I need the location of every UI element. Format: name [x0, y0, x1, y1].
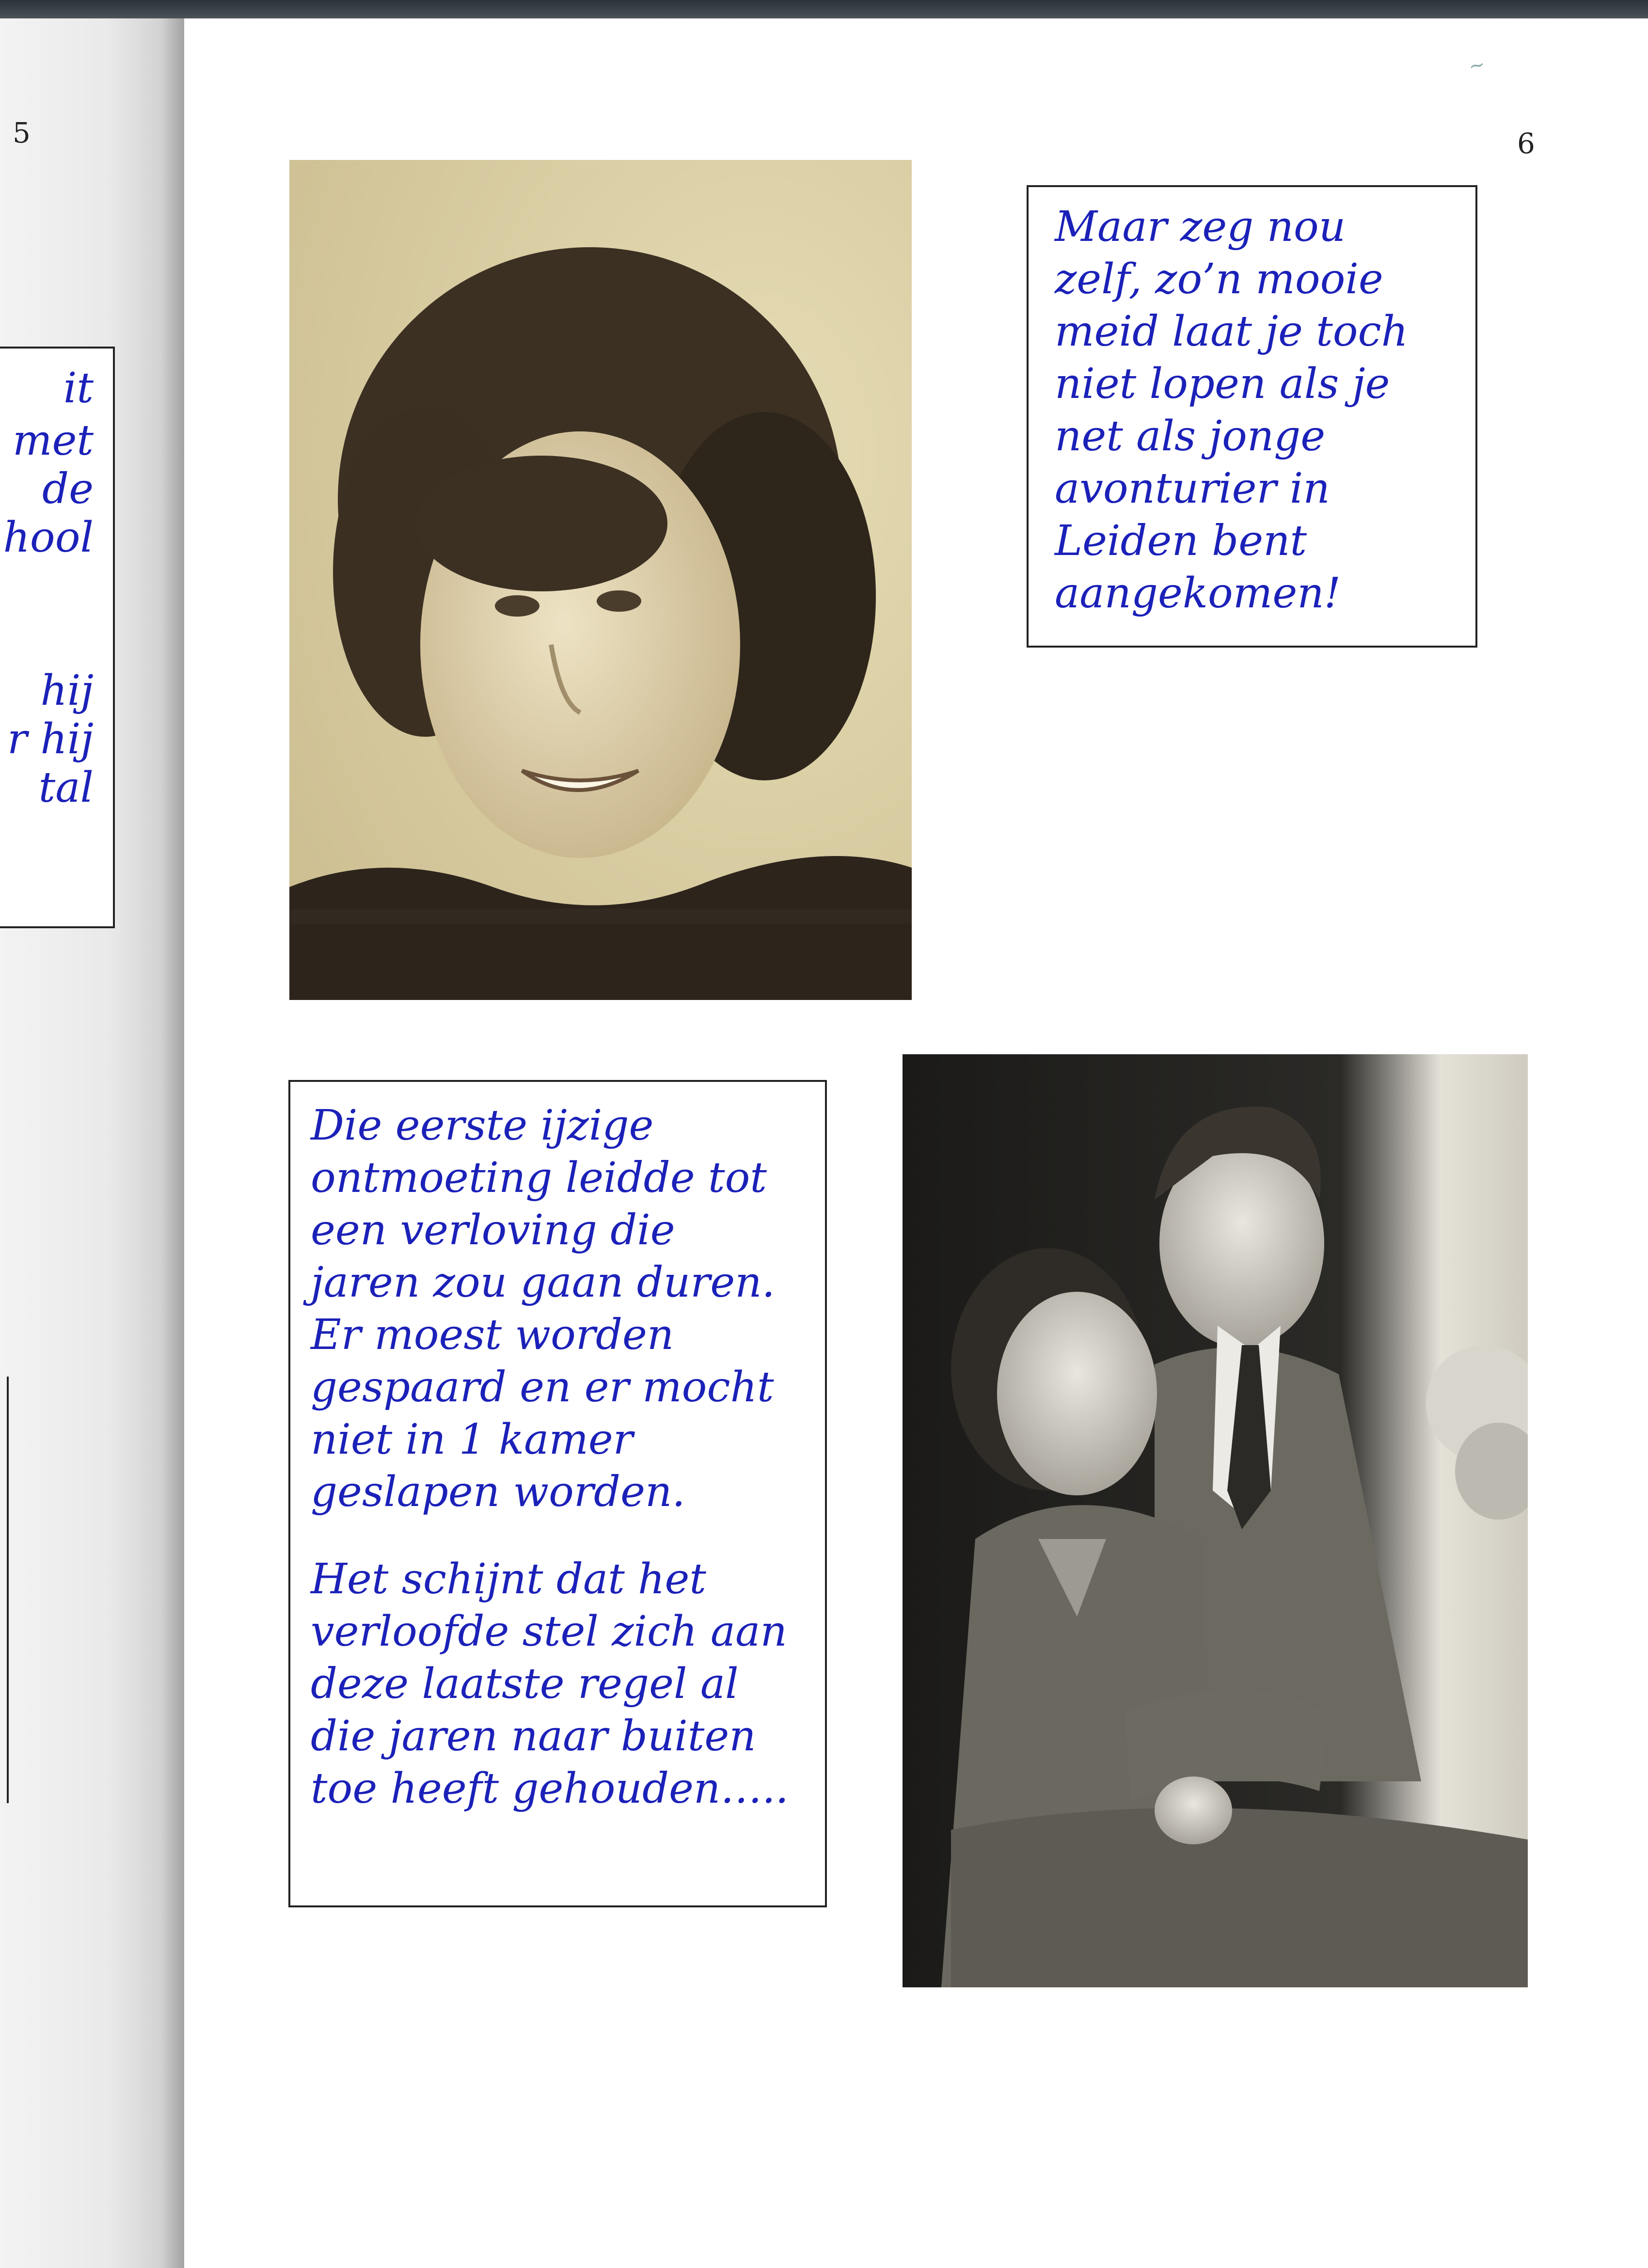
page-number-right: 6: [1517, 127, 1535, 160]
fragment-line: hool: [3, 513, 94, 562]
fragment-line: hij: [40, 666, 94, 715]
portrait-photo: [289, 160, 912, 1000]
fragment-line: r hij: [7, 715, 94, 763]
fragment-line: met: [12, 416, 94, 465]
scan-top-edge: [0, 0, 1648, 18]
fragment-line: de: [42, 465, 94, 513]
woman-portrait-icon: [289, 160, 912, 1000]
couple-photo: [903, 1054, 1528, 1987]
fragment-line: it: [63, 364, 94, 412]
left-page-caption-fragment: [0, 347, 115, 928]
caption-paragraph-1: Die eerste ijzige ontmoeting leidde tot een verloving die jaren zou gaan duren. Er moest worden gespaard en er mocht niet in 1 kamer geslapen worden.: [311, 1101, 775, 1516]
pencil-mark-icon: ~: [1466, 53, 1487, 78]
couple-portrait-icon: [903, 1054, 1528, 1987]
caption-box-top: [1027, 185, 1477, 648]
page-number-left: 5: [13, 116, 31, 149]
book-gutter-shadow: [160, 18, 184, 2268]
caption-box-bottom: [288, 1080, 827, 1907]
fragment-line: tal: [38, 763, 94, 812]
caption-paragraph-2: Het schijnt dat het verloofde stel zich aan deze laatste regel al die jaren naar buiten toe heeft gehouden…..: [311, 1555, 789, 1813]
caption-text: Maar zeg nou zelf, zo’n mooie meid laat je toch niet lopen als je net als jonge avonturier in Leiden bent aangekomen!: [1055, 203, 1409, 618]
left-page-box-edge: [0, 1377, 9, 1803]
